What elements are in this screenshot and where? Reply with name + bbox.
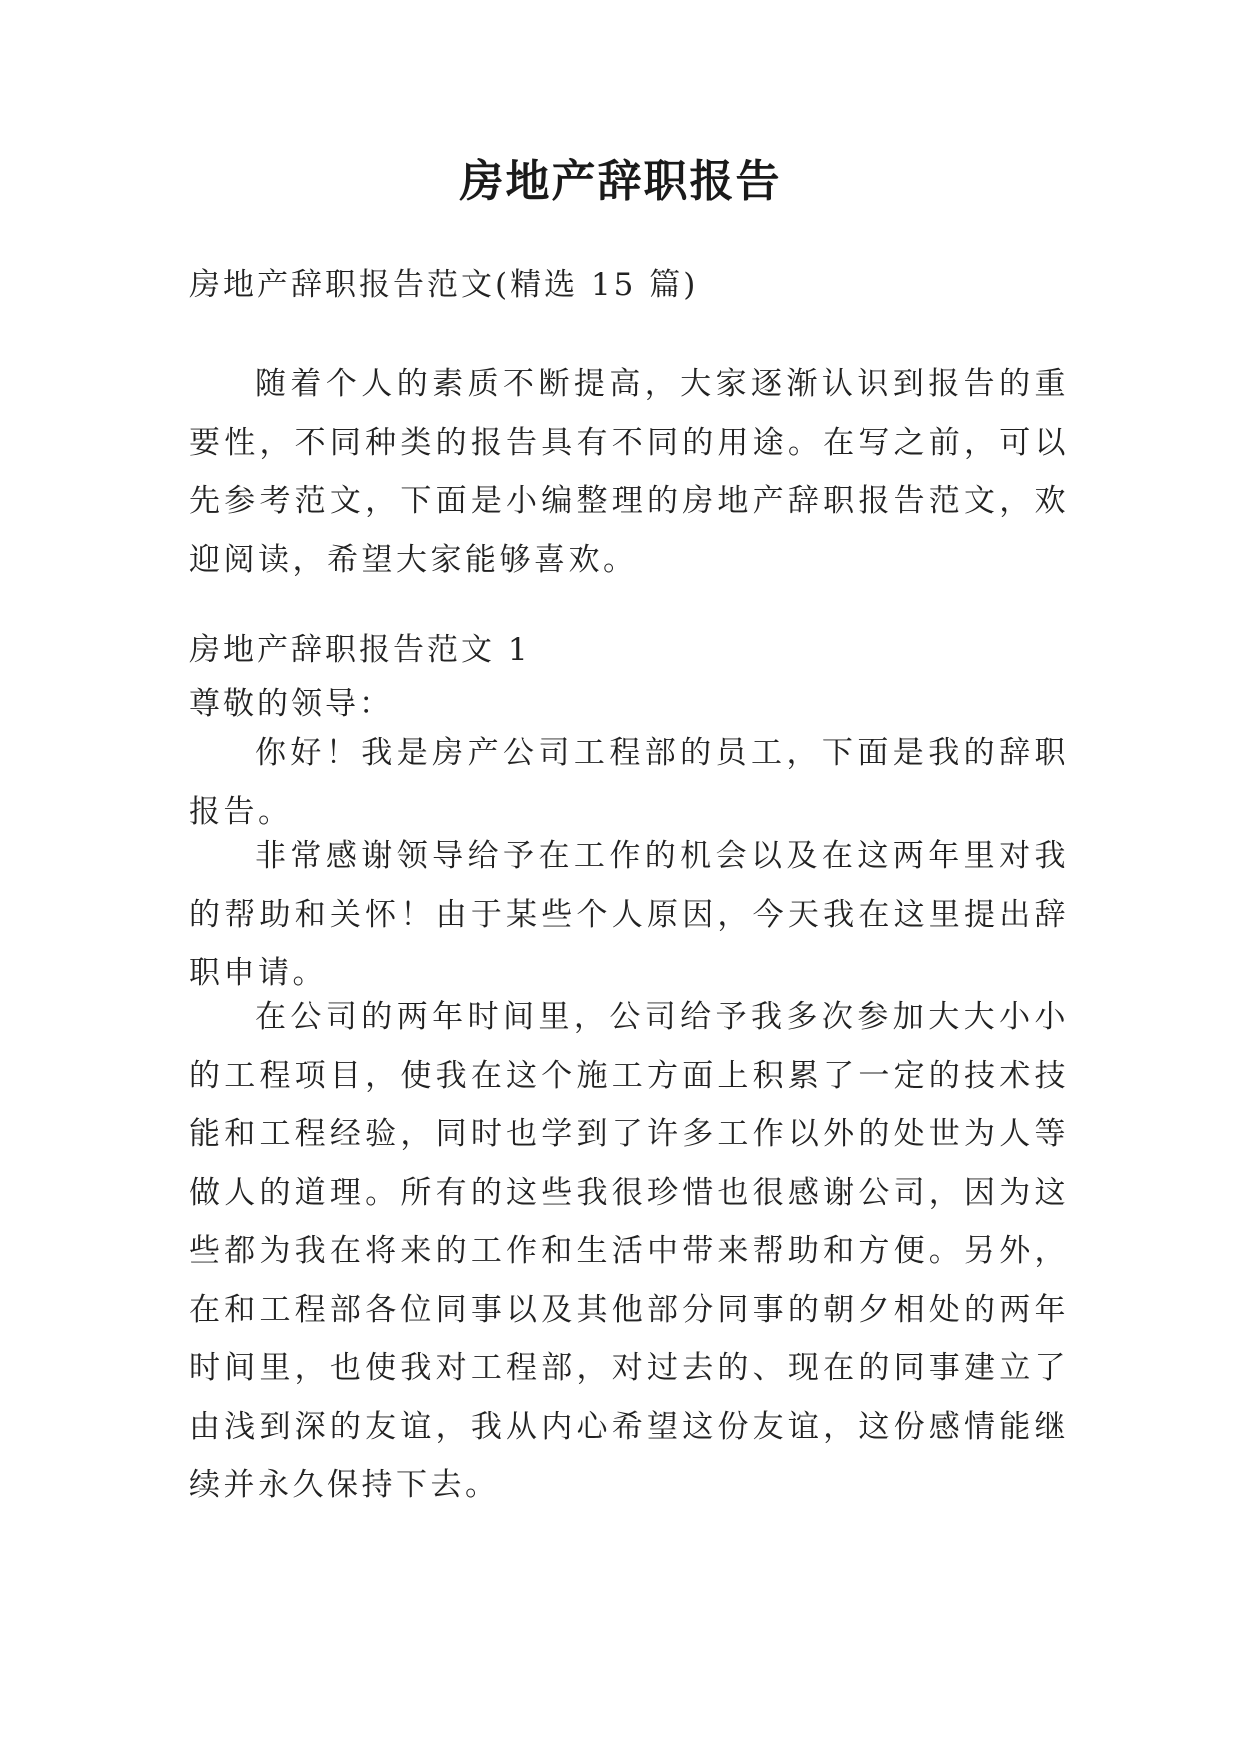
salutation: 尊敬的领导： <box>189 686 393 722</box>
body-paragraph-2: 非常感谢领导给予在工作的机会以及在这两年里对我的帮助和关怀！由于某些个人原因，今天我在这里提出辞职申请。 <box>189 838 1069 991</box>
body-paragraph-3: 在公司的两年时间里，公司给予我多次参加大大小小的工程项目，使我在这个施工方面上积累了一定的技术技能和工程经验，同时也学到了许多工作以外的处世为人等做人的道理。所有的这些我很珍惜也很感谢公司，因为这些都为我在将来的工作和生活中带来帮助和方便。另外，在和工程部各位同事以及其他部分同事的朝夕相处的两年时间里，也使我对工程部，对过去的、现在的同事建立了由浅到深的友谊，我从内心希望这份友谊，这份感情能继续并永久保持下去。 <box>189 999 1069 1503</box>
document-title: 房地产辞职报告 <box>459 156 782 207</box>
intro-paragraph: 随着个人的素质不断提高，大家逐渐认识到报告的重要性，不同种类的报告具有不同的用途。在写之前，可以先参考范文，下面是小编整理的房地产辞职报告范文，欢迎阅读，希望大家能够喜欢。 <box>189 366 1069 578</box>
document-subtitle: 房地产辞职报告范文(精选 15 篇) <box>189 267 699 303</box>
body-paragraph-1: 你好！我是房产公司工程部的员工，下面是我的辞职报告。 <box>189 735 1069 830</box>
section-heading: 房地产辞职报告范文 1 <box>189 632 531 668</box>
